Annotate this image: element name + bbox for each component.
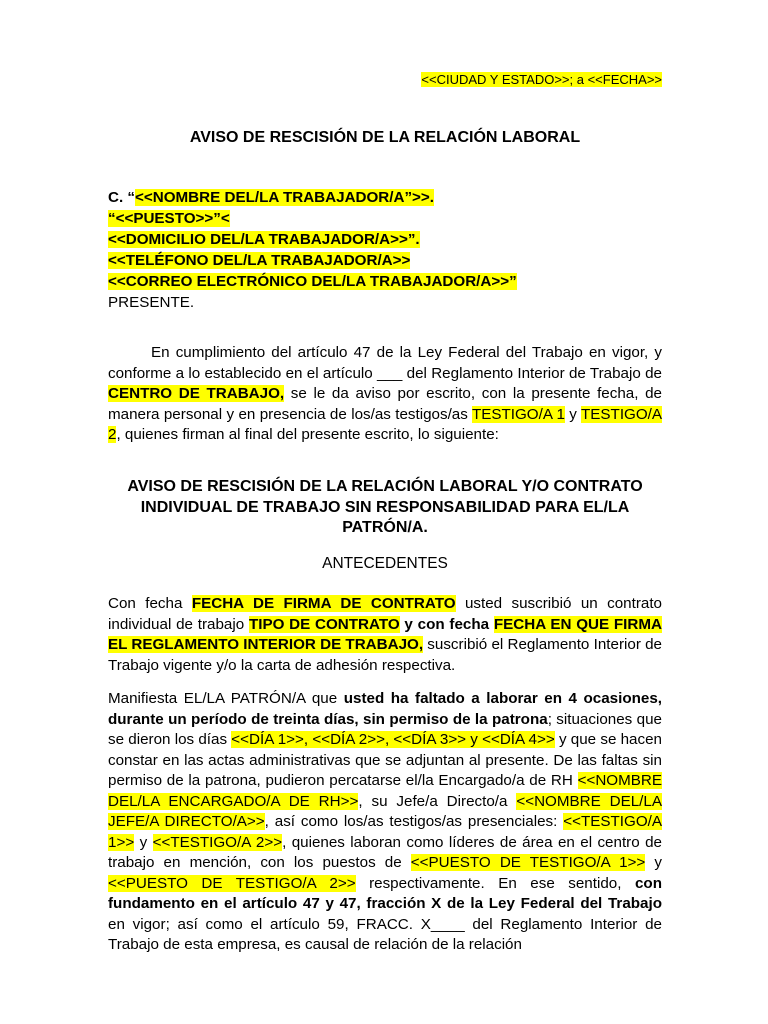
intro-paragraph: En cumplimiento del artículo 47 de la Ley Federal del Trabajo en vigor, y conforme a lo establecido en el artículo ___ del Reglamento Interior de Trabajo de CENTRO DE TRABAJO, se le da aviso por escrito, con la presente fecha, de manera personal y en presencia de los/as testigos/as TESTIGO/A 1 y TESTIGO/A 2, quienes firman al final del presente escrito, lo siguiente:	[108, 344, 663, 443]
addressee-telefono: <<TELÉFONO DEL/LA TRABAJADOR/A>>	[108, 252, 411, 269]
paragraph-contract: Con fecha FECHA DE FIRMA DE CONTRATO usted suscribió un contrato individual de trabajo TIPO DE CONTRATO y con fecha FECHA EN QUE FIRMA EL REGLAMENTO INTERIOR DE TRABAJO, suscribió el Reglamento Interior de Trabajo vigente y/o la carta de adhesión respectiva.	[108, 595, 662, 674]
addressee-puesto: “<<PUESTO>>”<	[108, 210, 230, 227]
addressee-block	[108, 187, 517, 313]
addressee-domicilio: <<DOMICILIO DEL/LA TRABAJADOR/A>>”.	[108, 231, 420, 248]
document-title: AVISO DE RESCISIÓN DE LA RELACIÓN LABORAL	[189, 129, 581, 146]
antecedentes-heading: ANTECEDENTES	[322, 555, 448, 572]
paragraph-faltas: Manifiesta EL/LA PATRÓN/A que usted ha faltado a laborar en 4 ocasiones, durante un período de treinta días, sin permiso de la patrona; situaciones que se dieron los días <<DÍA 1>>, <<DÍA 2>>, <<DÍA 3>> y <<DÍA 4>> y que se hacen constar en las actas administrativas que se adjuntan al presente. De las faltas sin permiso de la patrona, pudieron percatarse el/la Encargado/a de RH <<NOMBRE DEL/LA ENCARGADO/A DE RH>>, su Jefe/a Directo/a <<NOMBRE DEL/LA JEFE/A DIRECTO/A>>, así como los/as testigos/as presenciales: <<TESTIGO/A 1>> y <<TESTIGO/A 2>>, quienes laboran como líderes de área en el centro de trabajo en mención, con los puestos de <<PUESTO DE TESTIGO/A 1>> y <<PUESTO DE TESTIGO/A 2>> respectivamente. En ese sentido, con fundamento en el artículo 47 y 47, fracción X de la Ley Federal del Trabajo en vigor; así como el artículo 59, FRACC. X____ del Reglamento Interior de Trabajo de esta empresa, es causal de relación de la relación	[108, 690, 663, 953]
place-date: <<CIUDAD Y ESTADO>>; a <<FECHA>>	[421, 72, 662, 87]
addressee-presente: PRESENTE.	[108, 294, 195, 311]
addressee-correo: <<CORREO ELECTRÓNICO DEL/LA TRABAJADOR/A>>”	[108, 273, 517, 290]
section-heading: AVISO DE RESCISIÓN DE LA RELACIÓN LABORAL Y/O CONTRATO INDIVIDUAL DE TRABAJO SIN RESPONSABILIDAD PARA EL/LA PATRÓN/A.	[127, 478, 643, 536]
addressee-name: C. “<<NOMBRE DEL/LA TRABAJADOR/A”>>.	[108, 189, 435, 206]
